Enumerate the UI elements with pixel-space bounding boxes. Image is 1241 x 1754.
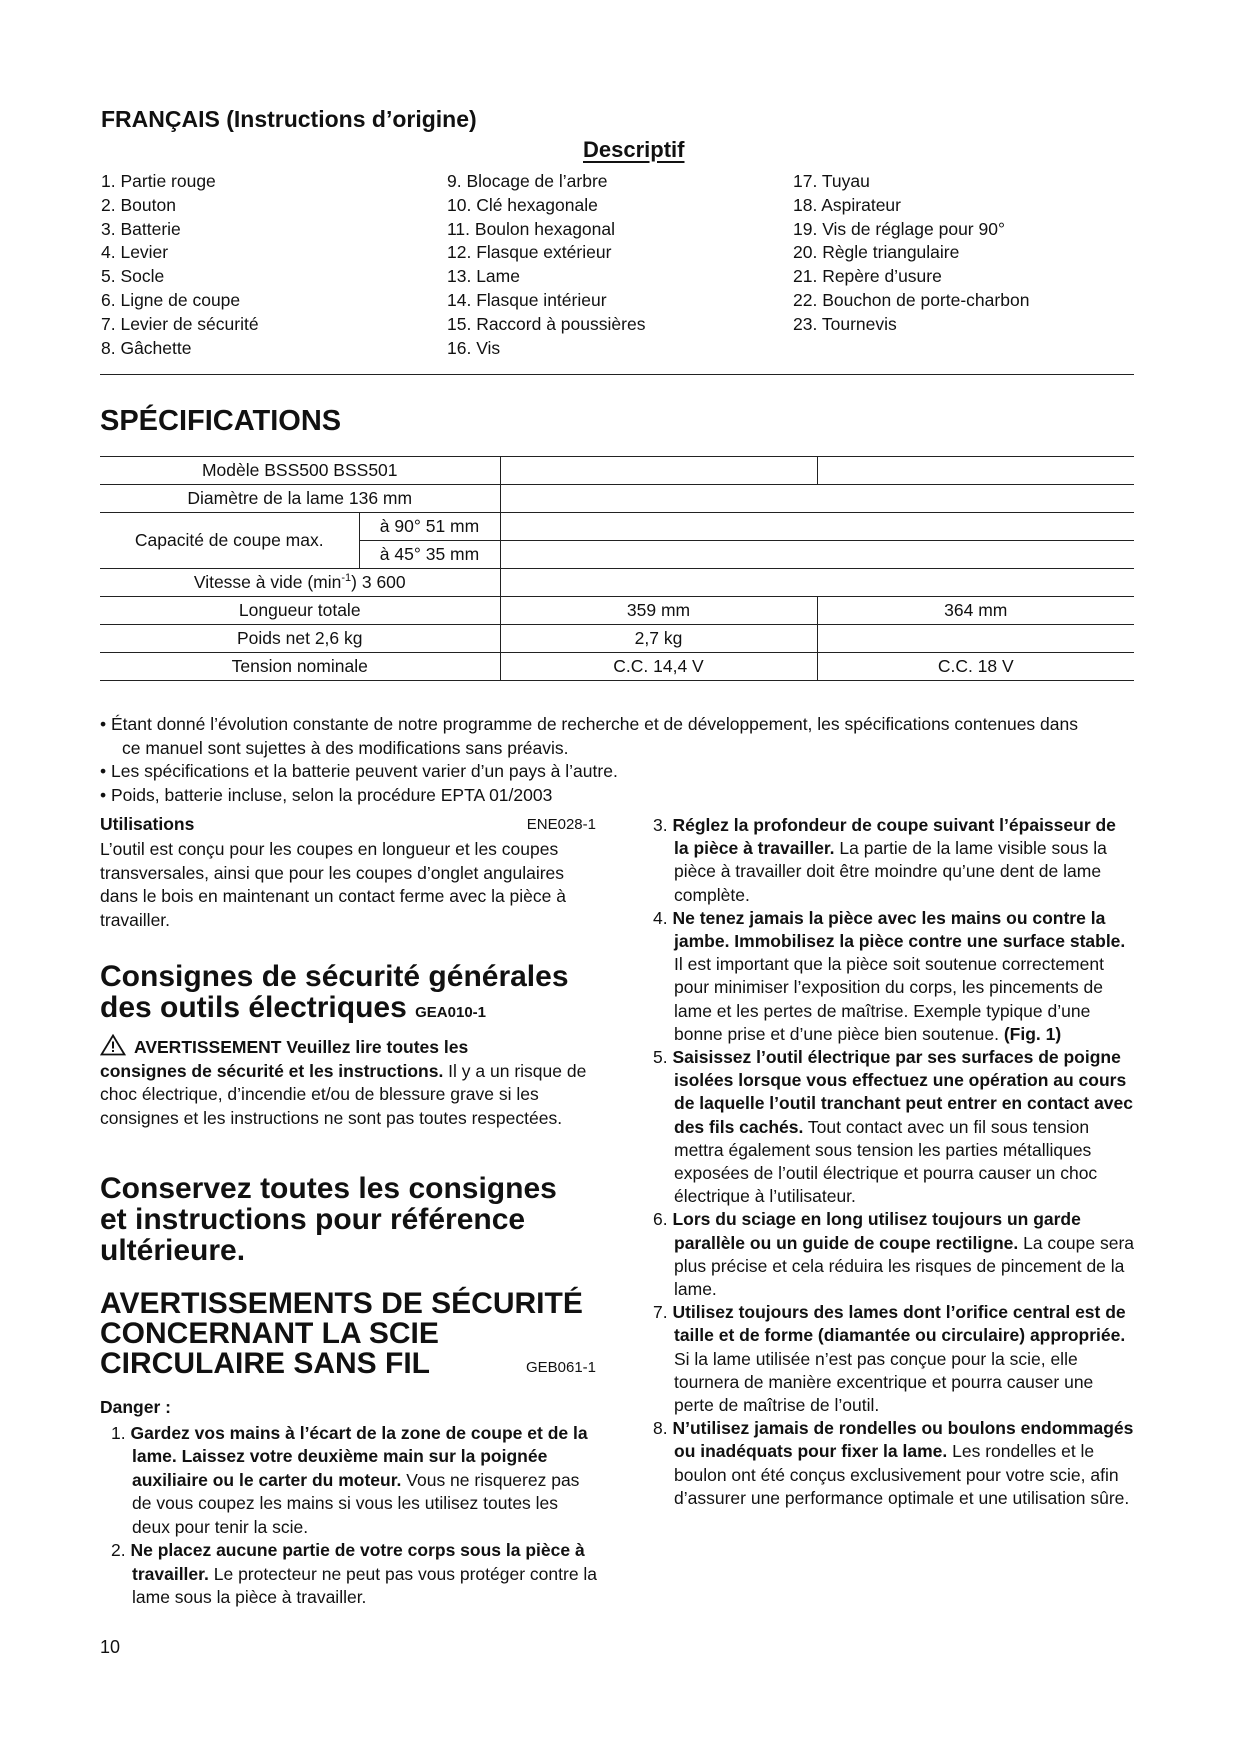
- list-item: 8. N’utilisez jamais de rondelles ou boulons endommagés ou inadéquats pour fixer la lame. Les rondelles et le boulon ont été conçus exclusivement pour votre scie, afin d’assurer une performance optimale et une utilisation sûre.: [653, 1418, 1134, 1508]
- descriptif-item: 13. Lame: [447, 266, 520, 287]
- descriptif-item: 20. Règle triangulaire: [793, 242, 960, 263]
- note-item: • Étant donné l’évolution constante de notre programme de recherche et de développement, les spécifications contenues dans ce manuel sont sujettes à des modifications sans préavis.: [100, 714, 1078, 758]
- descriptif-item: 8. Gâchette: [101, 337, 192, 358]
- list-item: 7. Utilisez toujours des lames dont l’orifice central est de taille et de forme (diamantée ou circulaire) appropriée. Si la lame utilisée n’est pas conçue pour la scie, elle tournera de manière excentrique et pourra causer une perte de maîtrise de l’outil.: [653, 1302, 1126, 1416]
- danger-list: [100, 1396, 600, 1610]
- specification-notes: [100, 713, 1082, 807]
- descriptif-item: 9. Blocage de l’arbre: [447, 171, 608, 191]
- table-row: [100, 485, 1134, 513]
- descriptif-column-2: [447, 170, 645, 360]
- utilisations-text: L’outil est conçu pour les coupes en longueur et les coupes transversales, ainsi que pour les coupes d’onglet angulaires dans le bois en maintenant un contact ferme avec la pièce à travailler.: [100, 839, 566, 930]
- list-item: 6. Lors du sciage en long utilisez toujours un garde parallèle ou un guide de coupe rectiligne. La coupe sera plus précise et cela réduira les risques de pincement de la lame.: [653, 1209, 1135, 1300]
- general-safety-title-line1: Consignes de sécurité générales: [100, 960, 569, 993]
- descriptif-item: 16. Vis: [447, 337, 501, 358]
- descriptif-title: Descriptif: [583, 137, 685, 162]
- specifications-table: [100, 456, 1134, 681]
- table-row: [100, 513, 1134, 541]
- page-number: 10: [100, 1637, 121, 1657]
- utilisations-title: Utilisations: [100, 814, 195, 834]
- list-item: 5. Saisissez l’outil électrique par ses surfaces de poigne isolées lorsque vous effectuez une opération au cours de laquelle l’outil tranchant peut entrer en contact avec des fils cachés. Tout contact avec un fil sous tension mettra également sous tension les parties métalliques exposées de l’outil électrique et pourra causer un choc électrique à l’utilisateur.: [653, 1047, 1133, 1207]
- spec-voltage-a: C.C. 14,4 V: [500, 653, 817, 681]
- descriptif-column-1: [101, 170, 259, 360]
- warning-text: Il y a un risque de choc électrique, d’incendie et/ou de blessure grave si les consignes et les instructions ne sont pas toutes respectées.: [100, 1060, 587, 1128]
- spec-model: Modèle BSS500 BSS501: [100, 457, 500, 485]
- descriptif-item: 18. Aspirateur: [793, 194, 901, 215]
- descriptif-item: 11. Boulon hexagonal: [447, 218, 616, 239]
- descriptif-item: 3. Batterie: [101, 218, 181, 239]
- table-row: [100, 653, 1134, 681]
- descriptif-item: 7. Levier de sécurité: [101, 313, 259, 334]
- safety-list-right: [640, 814, 1134, 1510]
- descriptif-item: 6. Ligne de coupe: [101, 289, 241, 310]
- spec-capacity-45: à 45° 35 mm: [359, 541, 500, 569]
- spec-voltage-label: Tension nominale: [100, 653, 500, 681]
- general-safety-title-line2: des outils électriques: [100, 991, 407, 1024]
- list-item: 3. Réglez la profondeur de coupe suivant l’épaisseur de la pièce à travailler. La partie de la lame visible sous la pièce à travailler doit être moindre qu’une dent de lame complète.: [653, 815, 1116, 905]
- list-item: 4. Ne tenez jamais la pièce avec les mains ou contre la jambe. Immobilisez la pièce contre une surface stable. Il est important que la pièce soit soutenue correctement pour minimiser l’exposition du corps, les pincements de lame et les pertes de maîtrise. Exemple typique d’une bonne prise et d’une pièce bien soutenue. (Fig. 1): [653, 907, 1126, 1044]
- descriptif-item: 22. Bouchon de porte-charbon: [793, 289, 1030, 310]
- descriptif-item: 21. Repère d’usure: [793, 266, 942, 287]
- spec-capacity-label: Capacité de coupe max.: [100, 513, 359, 569]
- specifications-title: SPÉCIFICATIONS: [100, 405, 342, 437]
- descriptif-item: 17. Tuyau: [793, 171, 870, 191]
- descriptif-item: 23. Tournevis: [793, 313, 897, 334]
- descriptif-item: 4. Levier: [101, 242, 169, 263]
- danger-label: Danger :: [100, 1397, 171, 1417]
- table-row: [100, 569, 1134, 597]
- utilisations-section: [100, 814, 596, 932]
- descriptif-item: 1. Partie rouge: [101, 171, 216, 191]
- spec-voltage-b: C.C. 18 V: [817, 653, 1134, 681]
- spec-length-b: 364 mm: [817, 597, 1134, 625]
- descriptif-item: 15. Raccord à poussières: [447, 313, 646, 334]
- spec-weight-label: Poids net 2,6 kg: [100, 625, 500, 653]
- note-item: • Poids, batterie incluse, selon la procédure EPTA 01/2003: [100, 784, 553, 805]
- saw-warnings-line3: CIRCULAIRE SANS FIL: [100, 1347, 430, 1380]
- table-row: [100, 597, 1134, 625]
- saw-warnings-line1: AVERTISSEMENTS DE SÉCURITÉ: [100, 1287, 583, 1320]
- spec-speed: Vitesse à vide $(\min^{-1})$ 3 600: [100, 569, 500, 597]
- descriptif-item: 12. Flasque extérieur: [447, 242, 612, 263]
- spec-weight-a: 2,7 kg: [500, 625, 817, 653]
- keep-line2: et instructions pour référence: [100, 1203, 526, 1236]
- spec-length-a: 359 mm: [500, 597, 817, 625]
- saw-warnings-heading: [100, 1289, 596, 1379]
- general-safety-code: GEA010-1: [415, 1004, 486, 1021]
- spec-blade-diameter: Diamètre de la lame 136 mm: [100, 485, 500, 513]
- warning-bold-line1: AVERTISSEMENT Veuillez lire toutes les: [134, 1037, 469, 1057]
- saw-warnings-line2: CONCERNANT LA SCIE: [100, 1317, 439, 1350]
- descriptif-item: 10. Clé hexagonale: [447, 194, 598, 215]
- note-item: • Les spécifications et la batterie peuvent varier d’un pays à l’autre.: [100, 761, 618, 781]
- general-safety-heading: [100, 961, 620, 1028]
- spec-length-label: Longueur totale: [100, 597, 500, 625]
- table-row: [100, 457, 1134, 485]
- page-language-header: FRANÇAIS (Instructions d’origine): [101, 106, 477, 132]
- descriptif-column-3: [793, 170, 1029, 337]
- spec-capacity-90: à 90° 51 mm: [359, 513, 500, 541]
- descriptif-item: 14. Flasque intérieur: [447, 289, 607, 310]
- saw-warnings-code: GEB061-1: [525, 1359, 596, 1376]
- section-divider: [100, 374, 1134, 375]
- descriptif-item: 19. Vis de réglage pour 90°: [793, 218, 1005, 239]
- keep-instructions-heading: [100, 1173, 620, 1266]
- keep-line1: Conservez toutes les consignes: [100, 1172, 557, 1205]
- table-row: [100, 625, 1134, 653]
- general-safety-warning: [100, 1034, 596, 1130]
- keep-line3: ultérieure.: [100, 1234, 246, 1267]
- utilisations-code: ENE028-1: [526, 816, 596, 833]
- list-item: 1. Gardez vos mains à l’écart de la zone de coupe et de la lame. Laissez votre deuxième main sur la poignée auxiliaire ou le carter du moteur. Vous ne risquerez pas de vous coupez les mains si vous les utilisez toutes les deux pour tenir la scie.: [111, 1422, 588, 1537]
- descriptif-item: 2. Bouton: [101, 194, 176, 215]
- descriptif-item: 5. Socle: [101, 266, 165, 287]
- warning-bold-line2: consignes de sécurité et les instructions.: [100, 1060, 444, 1081]
- warning-triangle-icon: [100, 1034, 126, 1056]
- list-item: 2. Ne placez aucune partie de votre corps sous la pièce à travailler. Le protecteur ne peut pas vous protéger contre la lame sous la pièce à travailler.: [111, 1540, 598, 1607]
